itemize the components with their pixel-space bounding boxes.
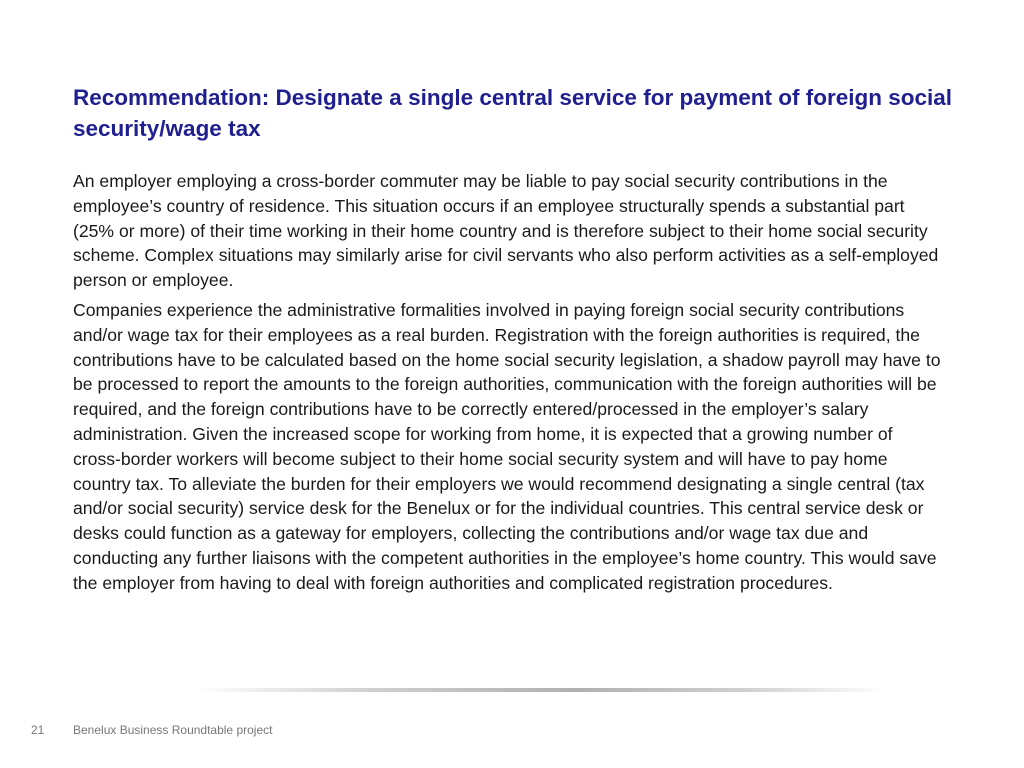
paragraph-administrative-burden: Companies experience the administrative formalities involved in paying foreign social security contributions and/or wage tax for their employees as a real burden. Registration with the foreign authorities is required, the contributions have to be calculated based on the home social security legislation, a shadow payroll may have to be processed to report the amounts to the foreign authorities, communication with the foreign authorities will be required, and the foreign contributions have to be correctly entered/processed in the employer’s salary administration. Given the increased scope for working from home, it is expected that a growing number of cross-border workers will become subject to their home social security system and will have to pay home country tax. To alleviate the burden for their employers we would recommend designating a single central (tax and/or social security) service desk for the Benelux or for the individual countries. This central service desk or desks could function as a gateway for employers, collecting the contributions and/or wage tax due and conducting any further liaisons with the competent authorities in the employee’s home country. This would save the employer from having to deal with foreign authorities and complicated registration procedures. xyxy=(73,299,941,593)
page-number: 21 xyxy=(31,723,45,737)
paragraph-cross-border-commuter: An employer employing a cross-border commuter may be liable to pay social security contributions in the employee’s country of residence. This situation occurs if an employee structurally spends a substantial part (25% or more) of their time working in their home country and is therefore subject to their home social security scheme. Complex situations may similarly arise for civil servants who also perform activities as a self-employed person or employee. xyxy=(73,171,939,291)
footer-project-name: Benelux Business Roundtable project xyxy=(73,723,273,737)
slide-title: Recommendation: Designate a single central service for payment of foreign social security/wage tax xyxy=(73,85,952,141)
divider-line xyxy=(195,688,885,692)
slide-body xyxy=(73,169,943,601)
